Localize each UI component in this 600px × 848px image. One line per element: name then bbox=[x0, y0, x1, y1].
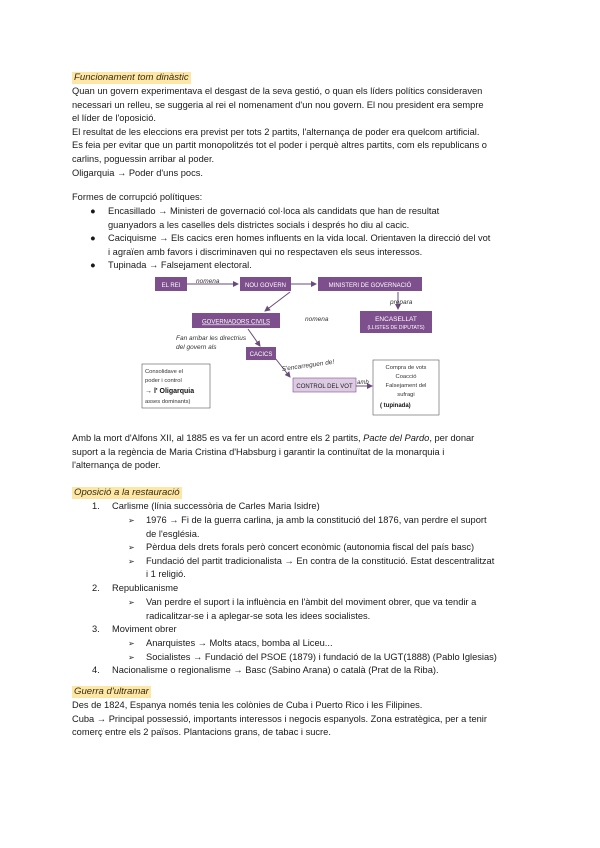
bullet-icon: ● bbox=[90, 206, 96, 216]
list-item-nacionalisme bbox=[92, 664, 439, 678]
section-heading-oposicio: Oposició a la restauració bbox=[74, 487, 180, 498]
label-nomena: nomena bbox=[196, 278, 220, 285]
box-governadors-label: GOVERNADORS CIVILS bbox=[201, 319, 271, 326]
sub-text: Anarquistes → Molts atacs, bomba al Liceu... bbox=[146, 638, 333, 648]
label-fan-arribar-2: del govern als bbox=[176, 344, 217, 351]
note-right-line: ( tupinada) bbox=[380, 403, 411, 409]
caciquisme-diagram bbox=[145, 273, 450, 423]
note-right-line: sufragi bbox=[397, 392, 415, 398]
item-text: Nacionalisme o regionalisme → Basc (Sabino Arana) o català (Prat de la Riba). bbox=[112, 665, 439, 675]
section-heading-guerra-ultramar: Guerra d'ultramar bbox=[74, 686, 149, 697]
list-item-carlisme bbox=[92, 500, 320, 514]
note-right-line: Coacció bbox=[395, 374, 417, 380]
label-fan-arribar-1: Fan arribar les directrius bbox=[176, 335, 247, 342]
corruption-intro bbox=[72, 191, 532, 205]
bullet-icon: ● bbox=[90, 260, 96, 270]
note-left-line: → l' Oligarquia bbox=[145, 388, 195, 395]
paragraph-pacte bbox=[72, 432, 532, 473]
arrow-governadors-cacics bbox=[248, 329, 260, 346]
arrow-ministeri-governadors bbox=[265, 292, 290, 311]
text-line: suport a la regència de Maria Cristina d'Habsburg i garantir la continuïtat de la monarquia i bbox=[72, 446, 445, 457]
bullet-text: Encasillado → Ministeri de governació col·loca als candidats que han de resultat bbox=[108, 206, 440, 216]
note-left-line: poder i control bbox=[145, 378, 182, 384]
sub-text: radicalitzar-se i a aplegar-se sota les idees socialistes. bbox=[146, 610, 371, 621]
label-nomena-2: nomena bbox=[305, 316, 329, 323]
sub-text: de l'església. bbox=[146, 528, 200, 539]
item-number: 2. bbox=[92, 583, 100, 593]
bullet-item-tupinada bbox=[90, 259, 252, 273]
box-encasellat-label: ENCASELLAT bbox=[375, 316, 417, 323]
text-line: Quan un govern experimentava el desgast de la seva gestió, o quan els líders polítics consideraven bbox=[72, 86, 483, 96]
sub-text: Fundació del partit tradicionalista → En contra de la constitució. Estat descentralitzat bbox=[146, 555, 495, 566]
text-line: Es feia per evitar que un partit monopolitzés tot el poder i perquè altres partits, com els republicans o bbox=[72, 140, 487, 151]
label-sencarreguen: S'encarreguen de! bbox=[281, 358, 335, 373]
box-el-rei-label: EL REI bbox=[161, 283, 181, 289]
list-item-republicanisme bbox=[92, 582, 178, 596]
text-line: necessari un relleu, se suggeria al rei el nomenament d'un nou govern. El nou president era sempre bbox=[72, 99, 484, 110]
text-line: El resultat de les eleccions era previst per tots 2 partits, l'alternança de poder era quelcom artificial. bbox=[72, 126, 480, 137]
diagram-svg bbox=[145, 273, 450, 423]
note-left-line: Consolidave el bbox=[145, 369, 184, 375]
note-right-line: Compra de vots bbox=[385, 365, 427, 371]
section-heading-funcionament: Funcionament tom dinàstic bbox=[74, 72, 189, 83]
box-encasellat-sub: (LLISTES DE DIPUTATS) bbox=[367, 325, 425, 331]
label-amb: amb bbox=[357, 380, 369, 386]
bullet-icon: ● bbox=[90, 233, 96, 243]
sublist-carlisme bbox=[128, 514, 494, 582]
box-ministeri-label: MINISTERI DE GOVERNACIÓ bbox=[328, 283, 412, 289]
text-line: , per donar bbox=[429, 433, 475, 443]
label-prepara: prepara bbox=[390, 299, 413, 306]
bullet-item-encasillado bbox=[90, 205, 439, 232]
text-line: carlins, poguessin arribar al poder. bbox=[72, 153, 215, 164]
bullet-text: Caciquisme → Els cacics eren homes influents en la vida local. Orientaven la direcció del vot bbox=[108, 233, 491, 243]
text-line: l'alternança de poder. bbox=[72, 460, 161, 471]
item-text: Moviment obrer bbox=[112, 624, 177, 634]
text-line: Oligarquia → Poder d'uns pocs. bbox=[72, 167, 203, 178]
item-text: Republicanisme bbox=[112, 583, 179, 593]
text-line: Cuba → Principal possessió, importants interessos i negocis espanyols. Zona estratègica, per a tenir bbox=[72, 713, 487, 724]
text-line: comerç entre els 2 països. Plantacions grans, de tabac i sucre. bbox=[72, 727, 331, 738]
box-nou-govern-label: NOU GOVERN bbox=[244, 283, 287, 289]
arrow-bullet-icon: ➢ bbox=[128, 652, 135, 662]
arrow-bullet-icon: ➢ bbox=[128, 556, 135, 566]
note-left-line: asses dominants) bbox=[145, 399, 191, 405]
list-item-moviment-obrer bbox=[92, 623, 177, 637]
sub-text: 1976 → Fi de la guerra carlina, ja amb la constitució del 1876, van perdre el suport bbox=[146, 515, 487, 525]
text-line: Des de 1824, Espanya només tenia les colònies de Cuba i Puerto Rico i les Filipines. bbox=[72, 700, 423, 710]
text-line: el líder de l'oposició. bbox=[72, 113, 156, 124]
arrow-bullet-icon: ➢ bbox=[128, 516, 135, 525]
arrow-bullet-icon: ➢ bbox=[128, 543, 135, 553]
bullet-item-caciquisme bbox=[90, 232, 490, 259]
sub-text: i 1 religió. bbox=[146, 569, 186, 580]
bullet-text: guanyadors a les caselles dels districtes socials i després ho diu al cacic. bbox=[108, 219, 410, 230]
sublist-republicanisme bbox=[128, 596, 476, 623]
paragraph-ultramar bbox=[72, 699, 532, 740]
bullet-text: Tupinada → Falsejament electoral. bbox=[108, 260, 252, 270]
box-control-vot-label: CONTROL DEL VOT bbox=[296, 384, 353, 390]
arrow-bullet-icon: ➢ bbox=[128, 598, 135, 607]
item-number: 1. bbox=[92, 501, 100, 511]
bullet-text: i agraïen amb favors i discriminaven qui no respectaven els seus interessos. bbox=[108, 246, 423, 257]
sub-text: Van perdre el suport i la influència en l'àmbit del moviment obrer, que va tendir a bbox=[146, 597, 477, 607]
item-text: Carlisme (línia successòria de Carles Maria Isidre) bbox=[112, 501, 320, 511]
pacte-del-pardo: Pacte del Pardo bbox=[363, 433, 430, 443]
sublist-moviment-obrer bbox=[128, 637, 497, 664]
text-line: Formes de corrupció polítiques: bbox=[72, 192, 203, 202]
box-cacics-label: CACICS bbox=[249, 352, 273, 358]
paragraph-funcionament bbox=[72, 85, 532, 180]
note-right-line: Falsejament del bbox=[385, 383, 427, 389]
sub-text: Pèrdua dels drets forals però concert econòmic (autonomia fiscal del país basc) bbox=[146, 542, 475, 553]
text-line: Amb la mort d'Alfons XII, al 1885 es va fer un acord entre els 2 partits, bbox=[72, 433, 364, 443]
sub-text: Socialistes → Fundació del PSOE (1879) i fundació de la UGT(1888) (Pablo Iglesias) bbox=[146, 651, 497, 662]
arrow-bullet-icon: ➢ bbox=[128, 639, 135, 648]
item-number: 3. bbox=[92, 624, 100, 634]
item-number: 4. bbox=[92, 665, 100, 675]
